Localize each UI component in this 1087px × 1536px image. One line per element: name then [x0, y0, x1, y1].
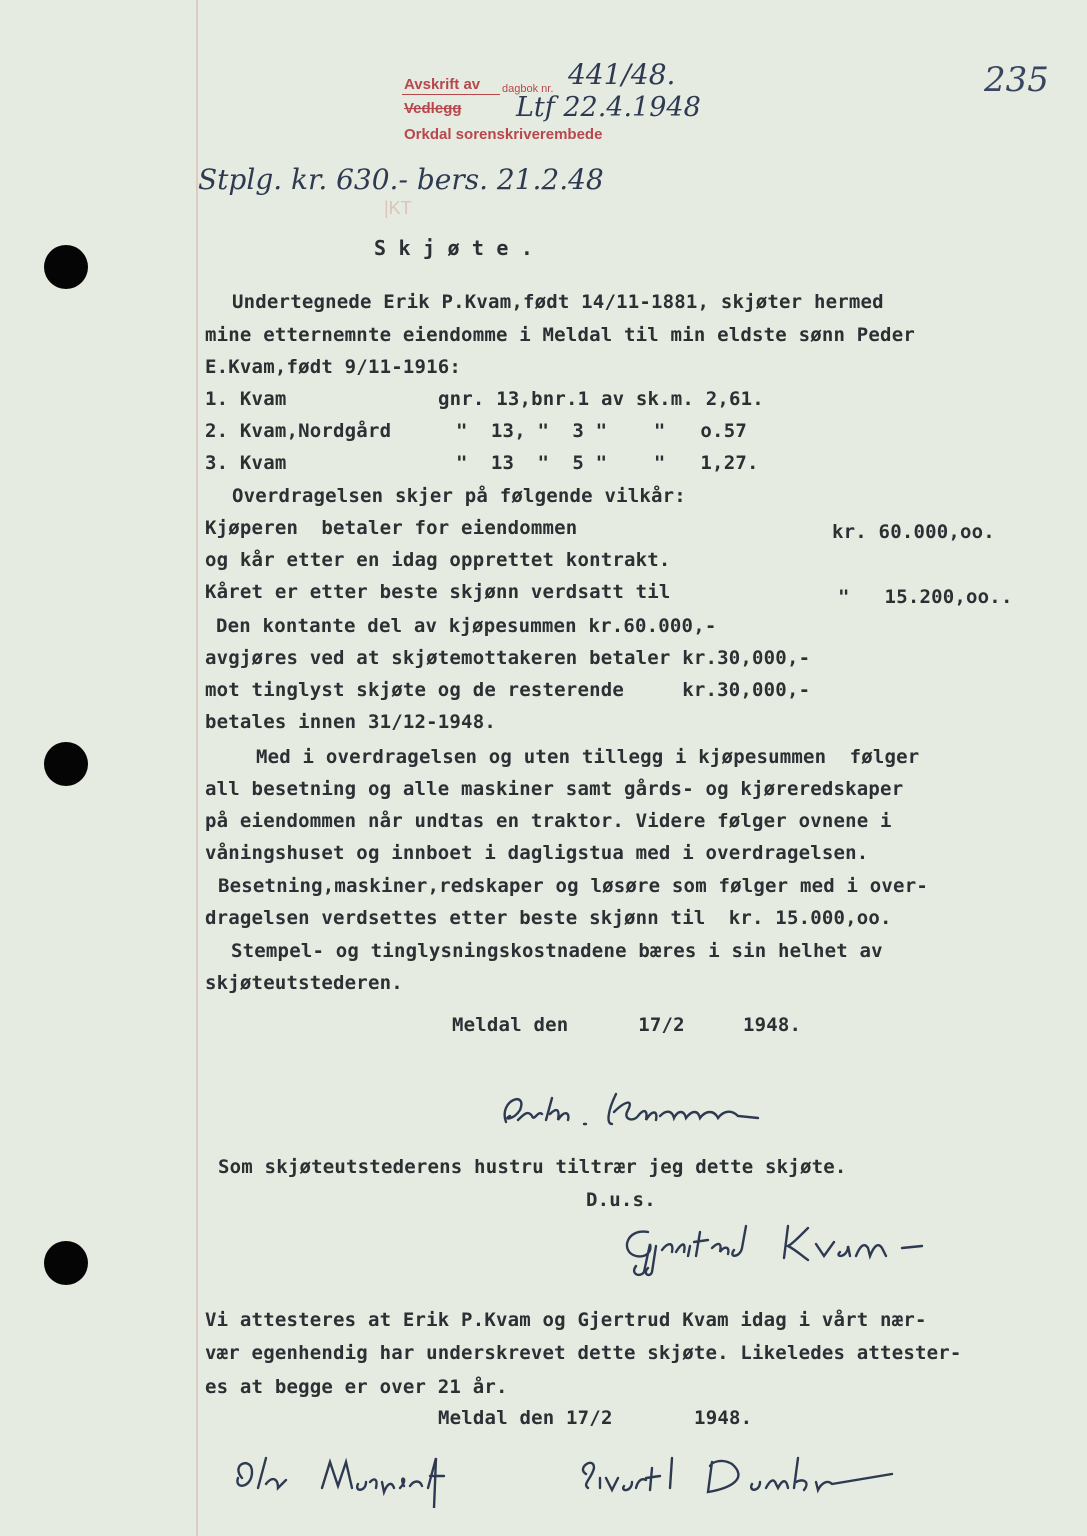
kar-value-right: " 15.200,oo..	[838, 586, 1013, 608]
margin-line	[196, 0, 198, 1536]
page-number: 235	[984, 60, 1049, 100]
stamp-journal-number: 441/48.	[568, 58, 676, 91]
inventory-line: Med i overdragelsen og uten tillegg i kjøpesummen følger	[256, 746, 920, 768]
kar-value-left: Kåret er etter beste skjønn verdsatt til	[205, 581, 671, 603]
attestation-line: es at begge er over 21 år.	[205, 1376, 508, 1398]
binder-hole-middle	[44, 742, 88, 786]
kar-line: og kår etter en idag opprettet kontrakt.	[205, 549, 671, 571]
inventory-line: skjøteutstederen.	[205, 972, 403, 994]
property-details: " 13, " 3 " " o.57	[456, 420, 747, 442]
inventory-line: våningshuset og innboet i dagligstua med i overdragelsen.	[205, 842, 869, 864]
stamp-underline-1	[402, 94, 500, 95]
binder-hole-bottom	[44, 1241, 88, 1285]
document-title: S k j ø t e .	[374, 236, 534, 260]
binder-hole-top	[44, 245, 88, 289]
body-line: Undertegnede Erik P.Kvam,født 14/11-1881, skjøter hermed	[232, 291, 884, 313]
signature-spouse	[612, 1212, 952, 1282]
stamp-office: Orkdal sorenskriverembede	[404, 126, 603, 143]
attestation-line: Vi attesteres at Erik P.Kvam og Gjertrud Kvam idag i vårt nær-	[205, 1309, 927, 1331]
faint-stamp-trace: |KT	[384, 198, 412, 218]
stamp-date-hand: Ltf 22.4.1948	[516, 92, 701, 123]
property-number: 3. Kvam	[205, 452, 287, 474]
body-line: E.Kvam,født 9/11-1916:	[205, 356, 462, 378]
margin-note: Stplg. kr. 630.- bers. 21.2.48	[198, 163, 604, 196]
signature-witness-2	[572, 1448, 912, 1508]
inventory-line: all besetning og alle maskiner samt gårds- og kjøreredskaper	[205, 778, 904, 800]
inventory-line: Stempel- og tinglysningskostnadene bæres i sin helhet av	[231, 940, 883, 962]
signature-witness-1	[222, 1448, 522, 1508]
attestation-line: vær egenhendig har underskrevet dette skjøte. Likeledes attester-	[205, 1342, 962, 1364]
property-details: gnr. 13,bnr.1 av sk.m. 2,61.	[438, 388, 764, 410]
payment-line: avgjøres ved at skjøtemottakeren betaler kr.30,000,-	[205, 647, 811, 669]
property-details: " 13 " 5 " " 1,27.	[456, 452, 759, 474]
price-line-left: Kjøperen betaler for eiendommen	[205, 517, 578, 539]
payment-line: Den kontante del av kjøpesummen kr.60.000,-	[216, 615, 717, 637]
payment-line: mot tinglyst skjøte og de resterende kr.30,000,-	[205, 679, 811, 701]
property-number: 1. Kvam	[205, 388, 287, 410]
property-number: 2. Kvam,Nordgård	[205, 420, 392, 442]
body-line: mine etternemnte eiendomme i Meldal til min eldste sønn Peder	[205, 324, 915, 346]
spouse-consent: Som skjøteutstederens hustru tiltrær jeg dette skjøte.	[218, 1156, 847, 1178]
inventory-line: Besetning,maskiner,redskaper og løsøre som følger med i over-	[218, 875, 928, 897]
inventory-line: på eiendommen når undtas en traktor. Videre følger ovnene i	[205, 810, 892, 832]
price-line-right: kr. 60.000,oo.	[832, 521, 995, 543]
signing-date: Meldal den 17/2 1948.	[452, 1014, 802, 1036]
inventory-line: dragelsen verdsettes etter beste skjønn til kr. 15.000,oo.	[205, 907, 892, 929]
attestation-date: Meldal den 17/2 1948.	[438, 1407, 753, 1429]
stamp-line1-printed: Avskrift av	[404, 76, 481, 93]
dus-line: D.u.s.	[586, 1189, 656, 1211]
signature-seller	[488, 1080, 788, 1140]
payment-line: betales innen 31/12-1948.	[205, 711, 496, 733]
conditions-heading: Overdragelsen skjer på følgende vilkår:	[232, 485, 686, 507]
stamp-line2-printed: Vedlegg	[404, 100, 462, 117]
stamp-line1-small: dagbok nr.	[502, 83, 554, 95]
